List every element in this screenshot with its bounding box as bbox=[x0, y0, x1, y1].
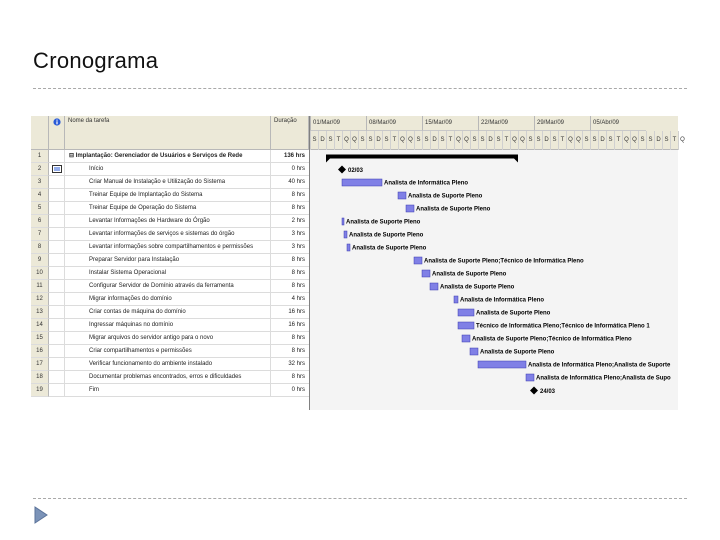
day-label: S bbox=[310, 131, 318, 150]
day-label: S bbox=[638, 131, 646, 150]
task-bar[interactable] bbox=[458, 309, 474, 316]
day-label: T bbox=[558, 131, 566, 150]
day-label: S bbox=[438, 131, 446, 150]
task-duration[interactable]: 2 hrs bbox=[271, 215, 309, 228]
day-label: Q bbox=[406, 131, 414, 150]
task-name[interactable]: Ingressar máquinas no domínio bbox=[65, 319, 271, 332]
task-name[interactable]: Migrar informações do domínio bbox=[65, 293, 271, 306]
gantt-bars-area bbox=[310, 150, 678, 410]
summary-task-name[interactable]: ⊟ Implantação: Gerenciador de Usuários e Serviços de Rede bbox=[65, 150, 271, 163]
indicator-cell bbox=[49, 293, 65, 306]
day-label: D bbox=[430, 131, 438, 150]
task-bar[interactable] bbox=[342, 218, 344, 225]
row-number-header bbox=[31, 116, 49, 150]
week-label: 05/Abr/09 bbox=[590, 116, 646, 131]
task-duration[interactable]: 8 hrs bbox=[271, 332, 309, 345]
day-label: Q bbox=[350, 131, 358, 150]
row-number: 12 bbox=[31, 293, 49, 306]
gantt-chart bbox=[310, 116, 685, 410]
indicator-cell bbox=[49, 163, 65, 176]
day-label: S bbox=[478, 131, 486, 150]
task-duration[interactable]: 8 hrs bbox=[271, 202, 309, 215]
row-number: 19 bbox=[31, 384, 49, 397]
row-number: 18 bbox=[31, 371, 49, 384]
task-duration[interactable]: 8 hrs bbox=[271, 371, 309, 384]
task-name[interactable]: Migrar arquivos do servidor antigo para o novo bbox=[65, 332, 271, 345]
day-label: Q bbox=[398, 131, 406, 150]
indicator-cell bbox=[49, 306, 65, 319]
task-name[interactable]: Levantar Informações de Hardware do Órgão bbox=[65, 215, 271, 228]
row-number: 9 bbox=[31, 254, 49, 267]
task-bar[interactable] bbox=[342, 179, 382, 186]
day-label: Q bbox=[462, 131, 470, 150]
summary-bar-end-cap bbox=[514, 159, 518, 163]
row-number: 15 bbox=[31, 332, 49, 345]
day-label: D bbox=[598, 131, 606, 150]
note-icon bbox=[52, 165, 62, 173]
day-label: S bbox=[366, 131, 374, 150]
top-divider bbox=[33, 88, 687, 89]
day-label: T bbox=[390, 131, 398, 150]
week-label: 22/Mar/09 bbox=[478, 116, 534, 131]
timescale bbox=[310, 116, 685, 150]
task-name[interactable]: Criar compartilhamentos e permissões bbox=[65, 345, 271, 358]
week-label: 08/Mar/09 bbox=[366, 116, 422, 131]
milestone-date-label: 24/03 bbox=[540, 389, 556, 395]
row-number: 6 bbox=[31, 215, 49, 228]
play-arrow-icon[interactable] bbox=[34, 506, 48, 524]
row-number: 4 bbox=[31, 189, 49, 202]
indicator-cell bbox=[49, 202, 65, 215]
row-number: 5 bbox=[31, 202, 49, 215]
day-label: S bbox=[582, 131, 590, 150]
task-name-header[interactable]: Nome da tarefa bbox=[65, 116, 271, 150]
task-duration[interactable]: 16 hrs bbox=[271, 319, 309, 332]
row-number: 14 bbox=[31, 319, 49, 332]
day-label: T bbox=[334, 131, 342, 150]
task-name[interactable]: Configurar Servidor de Domínio através da ferramenta bbox=[65, 280, 271, 293]
task-duration[interactable]: 16 hrs bbox=[271, 306, 309, 319]
indicator-cell bbox=[49, 384, 65, 397]
resource-label: Analista de Informática Pleno bbox=[384, 180, 469, 187]
task-duration[interactable]: 4 hrs bbox=[271, 293, 309, 306]
summary-bar-start-cap bbox=[326, 159, 330, 163]
task-duration[interactable]: 32 hrs bbox=[271, 358, 309, 371]
resource-label: Analista de Suporte Pleno bbox=[440, 284, 515, 291]
resource-label: Analista de Informática Pleno;Analista de Supo bbox=[536, 375, 671, 382]
day-label: Q bbox=[342, 131, 350, 150]
day-label: T bbox=[670, 131, 678, 150]
indicator-cell bbox=[49, 267, 65, 280]
day-label: Q bbox=[566, 131, 574, 150]
resource-label: Analista de Suporte Pleno bbox=[352, 245, 427, 252]
task-name[interactable]: Verificar funcionamento do ambiente instalado bbox=[65, 358, 271, 371]
row-number: 2 bbox=[31, 163, 49, 176]
task-duration[interactable]: 8 hrs bbox=[271, 267, 309, 280]
indicator-cell bbox=[49, 241, 65, 254]
task-name[interactable]: Preparar Servidor para Instalação bbox=[65, 254, 271, 267]
task-duration[interactable]: 8 hrs bbox=[271, 254, 309, 267]
day-label: S bbox=[382, 131, 390, 150]
task-bar[interactable] bbox=[406, 205, 414, 212]
task-duration[interactable]: 0 hrs bbox=[271, 163, 309, 176]
task-name[interactable]: Fim bbox=[65, 384, 271, 397]
task-bar[interactable] bbox=[422, 270, 430, 277]
task-duration[interactable]: 136 hrs bbox=[271, 150, 309, 163]
day-label: D bbox=[654, 131, 662, 150]
resource-label: Analista de Suporte Pleno bbox=[432, 271, 507, 278]
day-label: S bbox=[590, 131, 598, 150]
resource-label: Analista de Suporte Pleno bbox=[346, 219, 421, 226]
task-name[interactable]: Criar contas de máquina do domínio bbox=[65, 306, 271, 319]
indicator-cell bbox=[49, 189, 65, 202]
resource-label: Analista de Suporte Pleno bbox=[480, 349, 555, 356]
resource-label: Analista de Suporte Pleno bbox=[416, 206, 491, 213]
day-label: D bbox=[486, 131, 494, 150]
task-name[interactable]: Início bbox=[65, 163, 271, 176]
task-duration[interactable]: 8 hrs bbox=[271, 189, 309, 202]
task-bar[interactable] bbox=[347, 244, 350, 251]
resource-label: Analista de Suporte Pleno;Técnico de Informática Pleno bbox=[424, 258, 584, 265]
day-label: Q bbox=[518, 131, 526, 150]
indicator-cell bbox=[49, 176, 65, 189]
indicator-cell bbox=[49, 280, 65, 293]
resource-label: Analista de Suporte Pleno bbox=[476, 310, 551, 317]
indicators-header[interactable] bbox=[49, 116, 65, 150]
resource-label: Analista de Informática Pleno bbox=[460, 297, 545, 304]
day-label: S bbox=[534, 131, 542, 150]
day-label: Q bbox=[630, 131, 638, 150]
resource-label: Analista de Informática Pleno;Analista de Suporte bbox=[528, 362, 671, 369]
day-label: Q bbox=[454, 131, 462, 150]
task-duration[interactable]: 8 hrs bbox=[271, 345, 309, 358]
week-label: 29/Mar/09 bbox=[534, 116, 590, 131]
row-number: 8 bbox=[31, 241, 49, 254]
task-name[interactable]: Levantar informações de serviços e sistemas do órgão bbox=[65, 228, 271, 241]
day-label: S bbox=[526, 131, 534, 150]
summary-bar[interactable] bbox=[326, 155, 518, 159]
milestone-date-label: 02/03 bbox=[348, 168, 364, 174]
task-bar[interactable] bbox=[458, 322, 474, 329]
day-label: S bbox=[606, 131, 614, 150]
day-label: Q bbox=[510, 131, 518, 150]
task-name[interactable]: Instalar Sistema Operacional bbox=[65, 267, 271, 280]
row-number: 17 bbox=[31, 358, 49, 371]
task-table bbox=[31, 116, 310, 410]
week-label: 15/Mar/09 bbox=[422, 116, 478, 131]
task-name[interactable]: Criar Manual de Instalação e Utilização do Sistema bbox=[65, 176, 271, 189]
indicator-cell bbox=[49, 254, 65, 267]
task-name[interactable]: Documentar problemas encontrados, erros e dificuldades bbox=[65, 371, 271, 384]
day-label: S bbox=[358, 131, 366, 150]
slide-title: Cronograma bbox=[33, 48, 159, 73]
task-duration[interactable]: 8 hrs bbox=[271, 280, 309, 293]
row-number: 16 bbox=[31, 345, 49, 358]
milestone-marker[interactable] bbox=[338, 166, 346, 174]
day-label: T bbox=[502, 131, 510, 150]
indicator-cell bbox=[49, 215, 65, 228]
row-number: 3 bbox=[31, 176, 49, 189]
row-number: 10 bbox=[31, 267, 49, 280]
resource-label: Técnico de Informática Pleno;Técnico de Informática Pleno 1 bbox=[476, 323, 650, 330]
task-bar[interactable] bbox=[344, 231, 347, 238]
day-label: S bbox=[494, 131, 502, 150]
day-label: D bbox=[374, 131, 382, 150]
project-screenshot bbox=[31, 116, 685, 410]
indicator-cell bbox=[49, 150, 65, 163]
task-name[interactable]: Treinar Equipe de Operação do Sistema bbox=[65, 202, 271, 215]
day-label: S bbox=[470, 131, 478, 150]
milestone-marker[interactable] bbox=[530, 387, 538, 395]
task-bar[interactable] bbox=[454, 296, 458, 303]
day-label: S bbox=[662, 131, 670, 150]
task-bar[interactable] bbox=[470, 348, 478, 355]
indicator-cell bbox=[49, 371, 65, 384]
indicator-cell bbox=[49, 332, 65, 345]
bottom-divider bbox=[33, 498, 687, 499]
day-label: Q bbox=[574, 131, 582, 150]
task-bar[interactable] bbox=[478, 361, 526, 368]
indicator-cell bbox=[49, 358, 65, 371]
task-bar[interactable] bbox=[414, 257, 422, 264]
task-name[interactable]: Treinar Equipe de Implantação do Sistema bbox=[65, 189, 271, 202]
resource-label: Analista de Suporte Pleno bbox=[349, 232, 424, 239]
task-duration[interactable]: 3 hrs bbox=[271, 241, 309, 254]
resource-label: Analista de Suporte Pleno bbox=[408, 193, 483, 200]
gantt-svg bbox=[310, 150, 678, 410]
day-label: D bbox=[318, 131, 326, 150]
day-label: S bbox=[646, 131, 654, 150]
task-duration[interactable]: 3 hrs bbox=[271, 228, 309, 241]
resource-label: Analista de Suporte Pleno;Técnico de Informática Pleno bbox=[472, 336, 632, 343]
indicator-cell bbox=[49, 228, 65, 241]
day-label: D bbox=[542, 131, 550, 150]
row-number: 13 bbox=[31, 306, 49, 319]
duration-header[interactable]: Duração bbox=[271, 116, 309, 150]
task-bar[interactable] bbox=[462, 335, 470, 342]
day-label: S bbox=[414, 131, 422, 150]
day-label: Q bbox=[678, 131, 686, 150]
info-icon bbox=[53, 118, 61, 126]
day-label: S bbox=[550, 131, 558, 150]
day-label: T bbox=[446, 131, 454, 150]
indicator-cell bbox=[49, 345, 65, 358]
task-name[interactable]: Levantar informações sobre compartilhamentos e permissões bbox=[65, 241, 271, 254]
task-bar[interactable] bbox=[430, 283, 438, 290]
day-label: T bbox=[614, 131, 622, 150]
task-bar[interactable] bbox=[398, 192, 406, 199]
row-number: 11 bbox=[31, 280, 49, 293]
day-label: S bbox=[326, 131, 334, 150]
task-bar[interactable] bbox=[526, 374, 534, 381]
row-number: 7 bbox=[31, 228, 49, 241]
day-label: S bbox=[422, 131, 430, 150]
task-duration[interactable]: 40 hrs bbox=[271, 176, 309, 189]
day-label: Q bbox=[622, 131, 630, 150]
row-number: 1 bbox=[31, 150, 49, 163]
week-label: 01/Mar/09 bbox=[310, 116, 366, 131]
task-duration[interactable]: 0 hrs bbox=[271, 384, 309, 397]
indicator-cell bbox=[49, 319, 65, 332]
